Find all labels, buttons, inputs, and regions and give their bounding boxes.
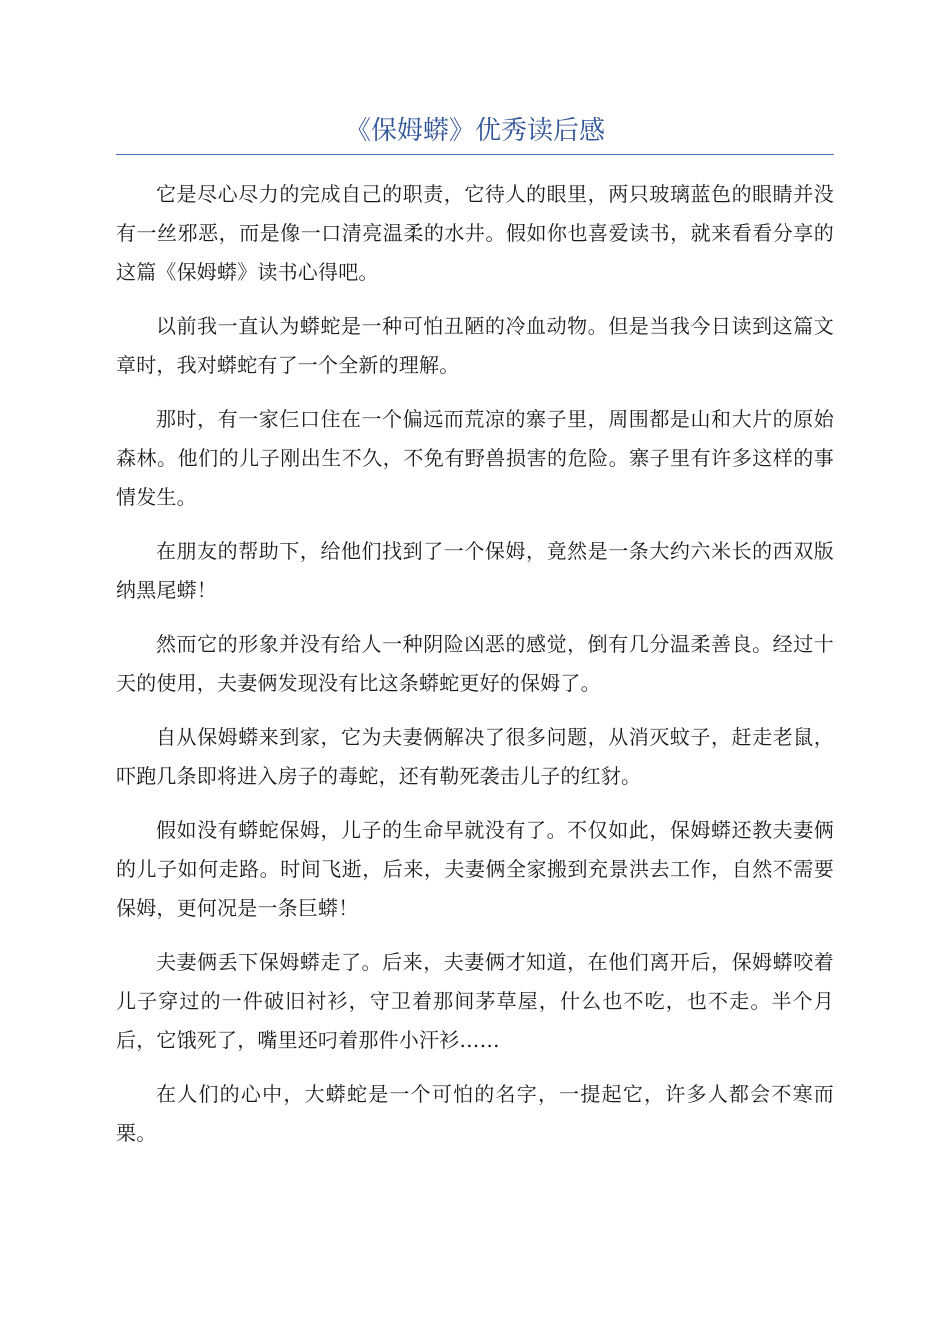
title-underline — [116, 154, 834, 155]
document-body — [116, 175, 834, 1153]
paragraph: 自从保姆蟒来到家，它为夫妻俩解决了很多问题，从消灭蚊子，赶走老鼠，吓跑几条即将进入房子的毒蛇，还有勒死袭击儿子的红豺。 — [116, 725, 834, 788]
document-title: 《保姆蟒》优秀读后感 — [344, 116, 605, 146]
paragraph: 在朋友的帮助下，给他们找到了一个保姆，竟然是一条大约六米长的西双版纳黑尾蟒！ — [116, 539, 834, 602]
paragraph: 那时，有一家仨口住在一个偏远而荒凉的寨子里，周围都是山和大片的原始森林。他们的儿子刚出生不久，不免有野兽损害的危险。寨子里有许多这样的事情发生。 — [116, 407, 834, 509]
paragraph: 在人们的心中，大蟒蛇是一个可怕的名字，一提起它，许多人都会不寒而栗。 — [116, 1082, 834, 1145]
paragraph: 夫妻俩丢下保姆蟒走了。后来，夫妻俩才知道，在他们离开后，保姆蟒咬着儿子穿过的一件破旧衬衫，守卫着那间茅草屋，什么也不吃，也不走。半个月后，它饿死了，嘴里还叼着那件小汗衫…… — [116, 950, 834, 1052]
paragraph: 然而它的形象并没有给人一种阴险凶恶的感觉，倒有几分温柔善良。经过十天的使用，夫妻俩发现没有比这条蟒蛇更好的保姆了。 — [116, 632, 834, 695]
paragraph: 假如没有蟒蛇保姆，儿子的生命早就没有了。不仅如此，保姆蟒还教夫妻俩的儿子如何走路。时间飞逝，后来，夫妻俩全家搬到充景洪去工作，自然不需要保姆，更何况是一条巨蟒！ — [116, 818, 834, 920]
document-page — [116, 112, 834, 1168]
paragraph: 它是尽心尽力的完成自己的职责，它待人的眼里，两只玻璃蓝色的眼睛并没有一丝邪恶，而是像一口清亮温柔的水井。假如你也喜爱读书，就来看看分享的这篇《保姆蟒》读书心得吧。 — [116, 182, 834, 284]
paragraph: 以前我一直认为蟒蛇是一种可怕丑陋的冷血动物。但是当我今日读到这篇文章时，我对蟒蛇有了一个全新的理解。 — [116, 314, 834, 377]
